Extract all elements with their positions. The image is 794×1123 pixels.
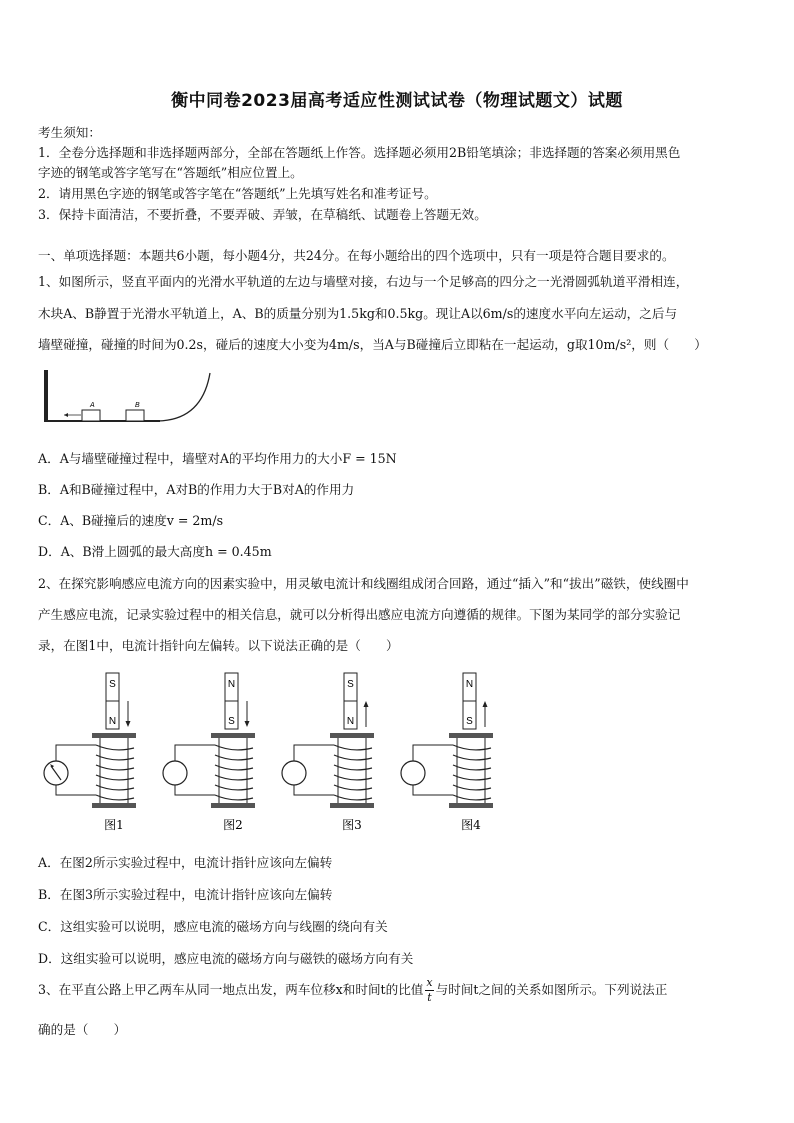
figure-caption: 图1 [104, 818, 124, 832]
q2-option-a: A．在图2所示实验过程中，电流计指针应该向左偏转 [38, 855, 333, 870]
galvanometer-icon [163, 761, 187, 785]
figure-caption: 图2 [223, 818, 243, 832]
q2-option-d: D．这组实验可以说明，感应电流的磁场方向与磁铁的磁场方向有关 [38, 951, 414, 966]
circuit-wire [175, 745, 215, 761]
q1-option-b: B．A和B碰撞过程中，A对B的作用力大于B对A的作用力 [38, 482, 355, 497]
q2-stem-line-1: 2、在探究影响感应电流方向的因素实验中，用灵敏电流计和线圈组成闭合回路，通过“插入”和“拔出”磁铁，使线圈中 [38, 576, 689, 591]
q3-stem-line-2: 确的是（ ） [38, 1022, 127, 1037]
circuit-wire [56, 785, 96, 795]
fraction-denominator: t [427, 991, 432, 1004]
coil-top-plate [449, 733, 493, 738]
block-a [82, 410, 100, 421]
q2-option-c: C．这组实验可以说明，感应电流的磁场方向与线圈的绕向有关 [38, 919, 388, 934]
circuit-wire [294, 745, 334, 761]
arrow-head [126, 721, 131, 727]
notice-heading: 考生须知： [38, 125, 101, 140]
induction-panel-2 [163, 673, 255, 832]
q2-induction-figure [36, 665, 516, 837]
notice-item-1-line-2: 字迹的钢笔或答字笔写在“答题纸”相应位置上。 [38, 165, 303, 180]
q3-stem-post: 与时间t之间的关系如图所示。下列说法正 [435, 982, 668, 997]
magnet-bottom-pole-label: N [108, 716, 117, 727]
magnet-bottom-pole-label: N [346, 716, 355, 727]
q2-stem-line-3: 录，在图1中，电流计指针向左偏转。以下说法正确的是（ ） [38, 638, 399, 653]
circuit-wire [175, 785, 215, 795]
coil-top-plate [92, 733, 136, 738]
q2-stem-line-2: 产生感应电流，记录实验过程中的相关信息，就可以分析得出感应电流方向遵循的规律。下图为某同学的部分实验记 [38, 607, 681, 622]
q1-track-figure [40, 368, 220, 428]
q1-option-d: D．A、B滑上圆弧的最大高度h = 0.45m [38, 544, 272, 559]
q3-stem-line-1 [38, 976, 667, 1005]
induction-panel-4 [401, 673, 493, 832]
coil-bottom-plate [449, 803, 493, 808]
coil-top-plate [211, 733, 255, 738]
x-over-t-fraction [425, 976, 433, 1005]
circuit-wire [294, 785, 334, 795]
magnet-top-pole-label: N [227, 679, 236, 690]
coil-bottom-plate [211, 803, 255, 808]
galvanometer-icon [401, 761, 425, 785]
notice-item-3: 3．保持卡面清洁，不要折叠，不要弄破、弄皱，在草稿纸、试题卷上答题无效。 [38, 207, 487, 222]
arrow-head [245, 721, 250, 727]
q1-option-c: C．A、B碰撞后的速度v = 2m/s [38, 513, 224, 528]
fraction-numerator: x [426, 976, 433, 989]
galvanometer-icon [282, 761, 306, 785]
q3-stem-pre: 3、在平直公路上甲乙两车从同一地点出发，两车位移x和时间t的比值 [38, 982, 424, 997]
q2-option-b: B．在图3所示实验过程中，电流计指针应该向左偏转 [38, 887, 333, 902]
q1-option-a: A．A与墙壁碰撞过程中，墙壁对A的平均作用力的大小F = 15N [38, 451, 397, 466]
magnet-bottom-pole-label: S [466, 716, 473, 727]
arrow-head [364, 701, 369, 707]
notice-item-2: 2．请用黑色字迹的钢笔或答字笔在“答题纸”上先填写姓名和准考证号。 [38, 186, 437, 201]
wall [44, 370, 48, 422]
magnet-top-pole-label: N [465, 679, 474, 690]
arrow-head [483, 701, 488, 707]
q1-stem-line-2: 木块A、B静置于光滑水平轨道上，A、B的质量分别为1.5kg和0.5kg。现让A以6m/s的速度水平向左运动，之后与 [38, 306, 678, 321]
section-heading: 一、单项选择题：本题共6小题，每小题4分，共24分。在每小题给出的四个选项中，只有一项是符合题目要求的。 [38, 248, 675, 263]
induction-panel-3 [282, 673, 374, 832]
q1-stem-line-3: 墙壁碰撞，碰撞的时间为0.2s，碰后的速度大小变为4m/s，当A与B碰撞后立即粘在一起运动，g取10m/s²，则（ ） [38, 337, 707, 352]
circuit-wire [413, 745, 453, 761]
magnet-top-pole-label: S [347, 679, 354, 690]
block-b-label: B [135, 402, 140, 409]
coil-top-plate [330, 733, 374, 738]
arrow-head [64, 413, 68, 417]
page-title: 衡中同卷2023届高考适应性测试试卷（物理试题文）试题 [171, 91, 623, 111]
arc-track [158, 373, 210, 421]
figure-caption: 图4 [461, 818, 481, 832]
induction-panel-1 [44, 673, 136, 832]
figure-caption: 图3 [342, 818, 362, 832]
magnet-top-pole-label: S [109, 679, 116, 690]
block-a-label: A [90, 402, 95, 409]
circuit-wire [413, 785, 453, 795]
magnet-bottom-pole-label: S [228, 716, 235, 727]
q1-stem-line-1: 1、如图所示，竖直平面内的光滑水平轨道的左边与墙壁对接，右边与一个足够高的四分之一光滑圆弧轨道平滑相连， [38, 274, 689, 289]
coil-bottom-plate [92, 803, 136, 808]
circuit-wire [56, 745, 96, 761]
coil-bottom-plate [330, 803, 374, 808]
notice-item-1-line-1: 1．全卷分选择题和非选择题两部分，全部在答题纸上作答。选择题必须用2B铅笔填涂；非选择题的答案必须用黑色 [38, 145, 681, 160]
block-b [126, 410, 144, 421]
